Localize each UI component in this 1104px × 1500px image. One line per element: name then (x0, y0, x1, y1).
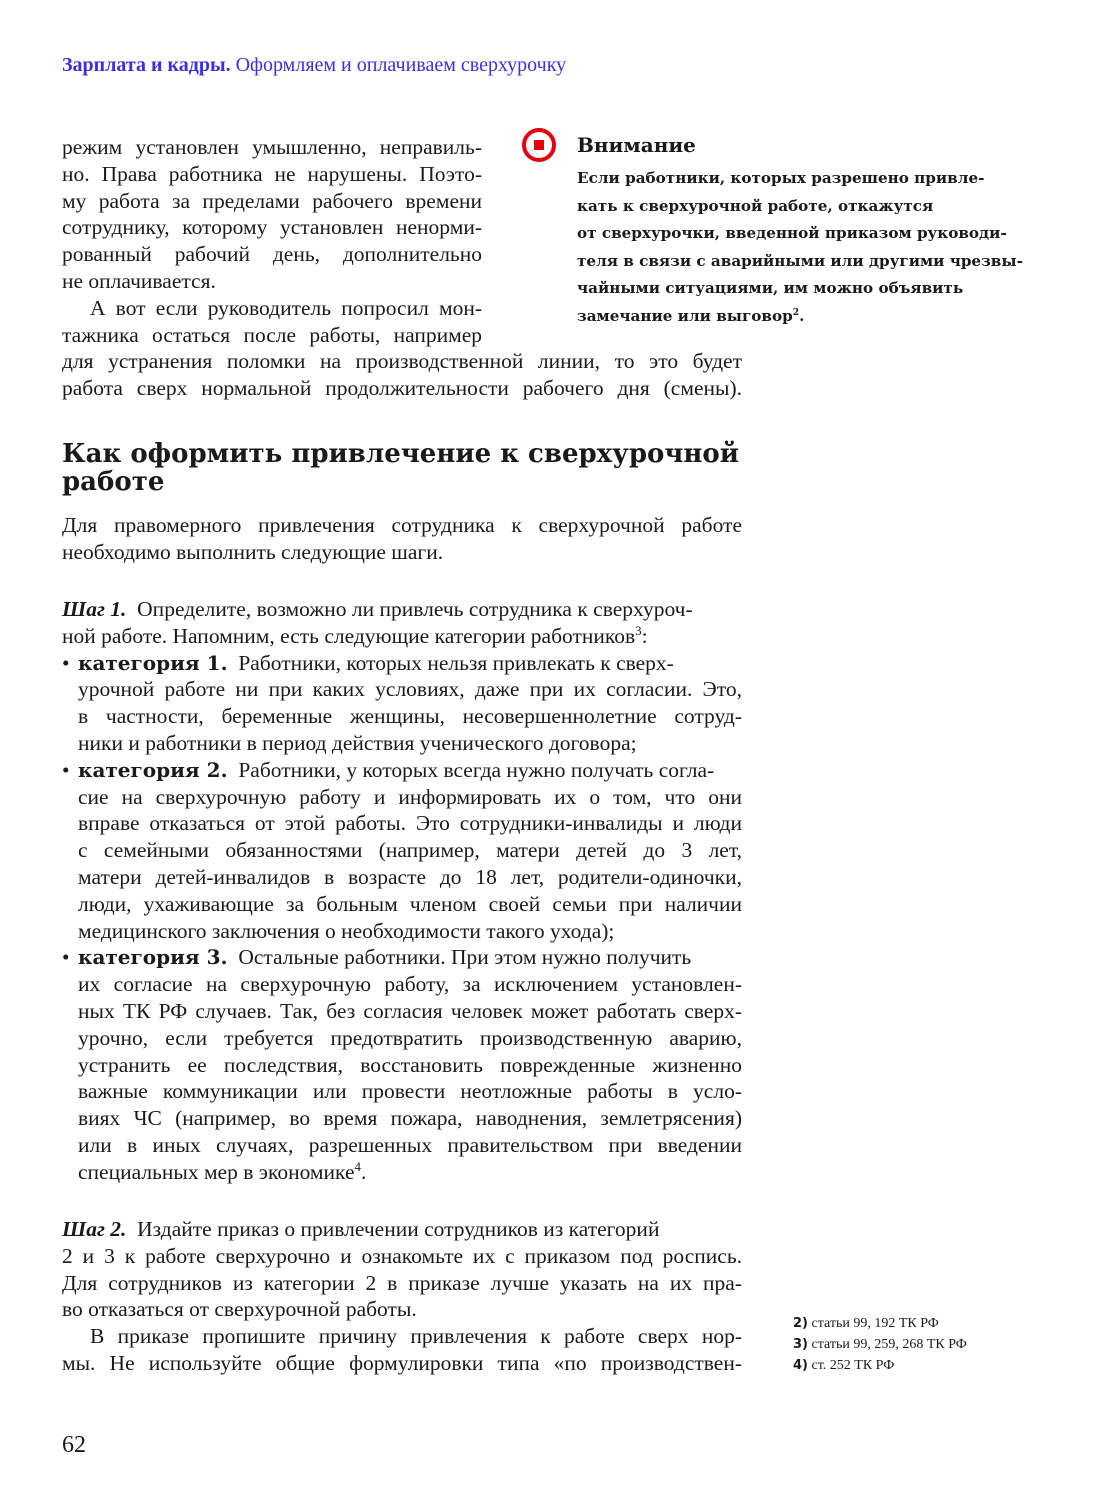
footnote-item (793, 1355, 967, 1376)
step-1 (62, 596, 742, 1186)
page-number: 62 (62, 1432, 86, 1458)
text-line: с семейными обязанностями (например, матери детей до 3 лет, (78, 838, 742, 863)
text-line: Работники, у которых всегда нужно получать согла- (238, 757, 715, 782)
text-line: сотруднику, которому установлен ненорми- (62, 215, 482, 240)
footnotes (793, 1313, 967, 1376)
bullet-icon: • (62, 757, 70, 782)
text-line: ных ТК РФ случаев. Так, без согласия человек может работать сверх- (78, 998, 742, 1023)
running-header-section: Зарплата и кадры. (62, 54, 231, 76)
bullet-icon: • (62, 945, 70, 970)
text-line: специальных мер в экономике (78, 1159, 355, 1184)
intro-paragraph (62, 134, 482, 348)
footnote-number: 4) (793, 1358, 808, 1373)
footnote-number: 2) (793, 1316, 808, 1331)
text-line: мы. Не используйте общие формулировки типа «по производствен- (62, 1350, 742, 1375)
text-line: не оплачивается. (62, 268, 216, 293)
step-2 (62, 1216, 742, 1377)
text-line: Если работники, которых разрешено привле- (577, 169, 985, 187)
footnote-ref[interactable]: 4 (354, 1159, 361, 1174)
punctuation: . (799, 306, 805, 325)
text-line: виях ЧС (например, во время пожара, наводнения, землетрясения) (78, 1106, 742, 1131)
callout-text (577, 165, 1023, 330)
text-line: для устранения поломки на производственной линии, то это будет (62, 349, 742, 373)
text-line: устранить ее последствия, восстановить поврежденные жизненно (78, 1052, 742, 1077)
text-line: Издайте приказ о привлечении сотрудников из категорий (137, 1217, 660, 1241)
list-item-category-1 (62, 650, 742, 757)
text-line: чайными ситуациями, им можно объявить (577, 279, 964, 297)
category-label: категория 2. (78, 757, 228, 782)
step-label: Шаг 2. (62, 1217, 127, 1241)
text-line: Остальные работники. При этом нужно получить (238, 945, 692, 970)
text-line: важные коммуникации или провести неотложные работы в усло- (78, 1079, 742, 1104)
text-line: Определите, возможно ли привлечь сотрудника к сверхуроч- (137, 597, 693, 621)
callout-title: Внимание (577, 133, 696, 157)
text-line: ники и работники в период действия ученического договора; (78, 730, 637, 755)
text-line: урочной работе ни при каких условиях, даже при их согласии. Это, (78, 677, 742, 702)
footnote-text: ст. 252 ТК РФ (811, 1358, 895, 1373)
text-line: матери детей-инвалидов в возрасте до 18 лет, родители-одиночки, (78, 864, 742, 889)
lead-paragraph (62, 512, 742, 566)
text-line: ной работе. Напомним, есть следующие категории работников (62, 623, 636, 648)
text-line: но. Права работника не нарушены. Поэто- (62, 161, 482, 186)
footnote-ref[interactable]: 3 (635, 623, 642, 638)
text-line: вправе отказаться от этой работы. Это сотрудники-инвалиды и люди (78, 811, 742, 836)
list-item-category-3 (62, 944, 742, 1185)
text-line: Для правомерного привлечения сотрудника к сверхурочной работе (62, 513, 742, 537)
text-line: от сверхурочки, введенной приказом руководи- (577, 224, 1007, 242)
punctuation: . (360, 1159, 367, 1184)
heading-line: Как оформить привлечение к сверхурочной (62, 439, 740, 469)
text-line: А вот если руководитель попросил мон- (90, 295, 482, 320)
footnote-ref[interactable]: 2 (792, 306, 800, 318)
text-line: Работники, которых нельзя привлекать к сверх- (238, 650, 674, 675)
text-line: тажника остаться после работы, например (62, 322, 482, 347)
text-line: му работа за пределами рабочего времени (62, 188, 482, 213)
text-line: 2 и 3 к работе сверхурочно и ознакомьте их с приказом под роспись. (62, 1243, 742, 1268)
text-line: или в иных случаях, разрешенных правительством при введении (78, 1132, 742, 1157)
text-line: замечание или выговор (577, 306, 793, 325)
text-line: рованный рабочий день, дополнительно (62, 242, 482, 267)
heading-line: работе (62, 467, 165, 497)
text-line: урочно, если требуется предотвратить производственную аварию, (78, 1025, 742, 1050)
punctuation: : (641, 623, 648, 648)
footnote-number: 3) (793, 1337, 808, 1352)
footnote-text: статьи 99, 259, 268 ТК РФ (811, 1337, 967, 1352)
category-label: категория 3. (78, 945, 228, 970)
text-line: кать к сверхурочной работе, откажутся (577, 196, 934, 215)
text-line: медицинского заключения о необходимости такого ухода); (78, 918, 615, 943)
running-header (62, 54, 566, 77)
text-line: их согласие на сверхурочную работу, за исключением установлен- (78, 972, 742, 997)
step-label: Шаг 1. (62, 597, 127, 621)
section-heading (62, 440, 742, 496)
text-line: работа сверх нормальной продолжительности рабочего дня (смены). (62, 375, 742, 400)
text-line: Для сотрудников из категории 2 в приказе лучше указать на их пра- (62, 1270, 742, 1295)
stop-circle-icon (522, 128, 556, 162)
list-item-category-2 (62, 757, 742, 945)
text-line: во отказаться от сверхурочной работы. (62, 1297, 417, 1322)
intro-paragraph-continued (62, 348, 742, 402)
text-line: сие на сверхурочную работу и информировать их о том, что они (78, 784, 742, 809)
text-line: В приказе пропишите причину привлечения к работе сверх нор- (90, 1324, 742, 1349)
bullet-icon: • (62, 650, 70, 675)
text-line: люди, ухаживающие за больным членом своей семьи при наличии (78, 891, 742, 916)
footnote-item (793, 1313, 967, 1334)
running-header-title: Оформляем и оплачиваем сверхурочку (235, 54, 567, 76)
text-line: теля в связи с аварийными или другими чрезвы- (577, 251, 1023, 270)
text-line: режим установлен умышленно, неправиль- (62, 135, 482, 159)
text-line: необходимо выполнить следующие шаги. (62, 539, 444, 564)
footnote-item (793, 1334, 967, 1355)
category-label: категория 1. (78, 650, 228, 675)
footnote-text: статьи 99, 192 ТК РФ (811, 1316, 939, 1331)
text-line: в частности, беременные женщины, несовершеннолетние сотруд- (78, 704, 742, 729)
